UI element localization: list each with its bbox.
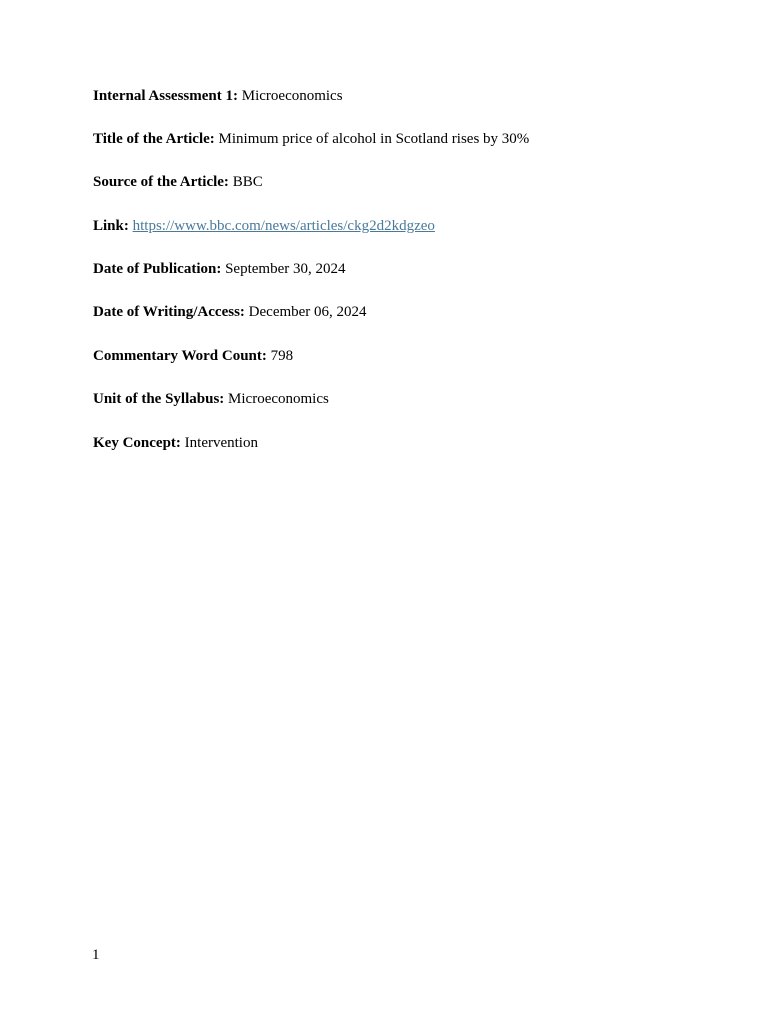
field-publication-date bbox=[93, 260, 345, 278]
field-label: Commentary Word Count: bbox=[93, 348, 267, 364]
field-syllabus-unit bbox=[93, 390, 329, 408]
field-label: Date of Publication: bbox=[93, 261, 222, 277]
field-article-title bbox=[93, 130, 529, 148]
field-label: Internal Assessment 1: bbox=[93, 88, 238, 104]
field-value: Minimum price of alcohol in Scotland rises by 30% bbox=[218, 131, 530, 147]
page-number: 1 bbox=[92, 947, 100, 963]
field-value: BBC bbox=[232, 174, 263, 190]
field-link bbox=[93, 217, 435, 235]
field-value: 798 bbox=[270, 348, 294, 364]
field-value: Microeconomics bbox=[228, 391, 329, 407]
field-article-source bbox=[93, 173, 263, 191]
field-label: Unit of the Syllabus: bbox=[93, 391, 225, 407]
field-label: Key Concept: bbox=[93, 435, 181, 451]
field-label: Title of the Article: bbox=[93, 131, 215, 147]
field-label: Link: bbox=[93, 218, 129, 234]
article-link[interactable]: https://www.bbc.com/news/articles/ckg2d2kdgzeo bbox=[132, 218, 435, 234]
field-label: Date of Writing/Access: bbox=[93, 304, 245, 320]
field-value: Intervention bbox=[184, 435, 258, 451]
field-writing-date bbox=[93, 303, 367, 321]
field-value: September 30, 2024 bbox=[225, 261, 346, 277]
field-label: Source of the Article: bbox=[93, 174, 229, 190]
field-value: December 06, 2024 bbox=[248, 304, 367, 320]
field-key-concept bbox=[93, 434, 258, 452]
field-value: Microeconomics bbox=[241, 88, 343, 104]
field-word-count bbox=[93, 347, 293, 365]
field-internal-assessment bbox=[93, 87, 343, 105]
